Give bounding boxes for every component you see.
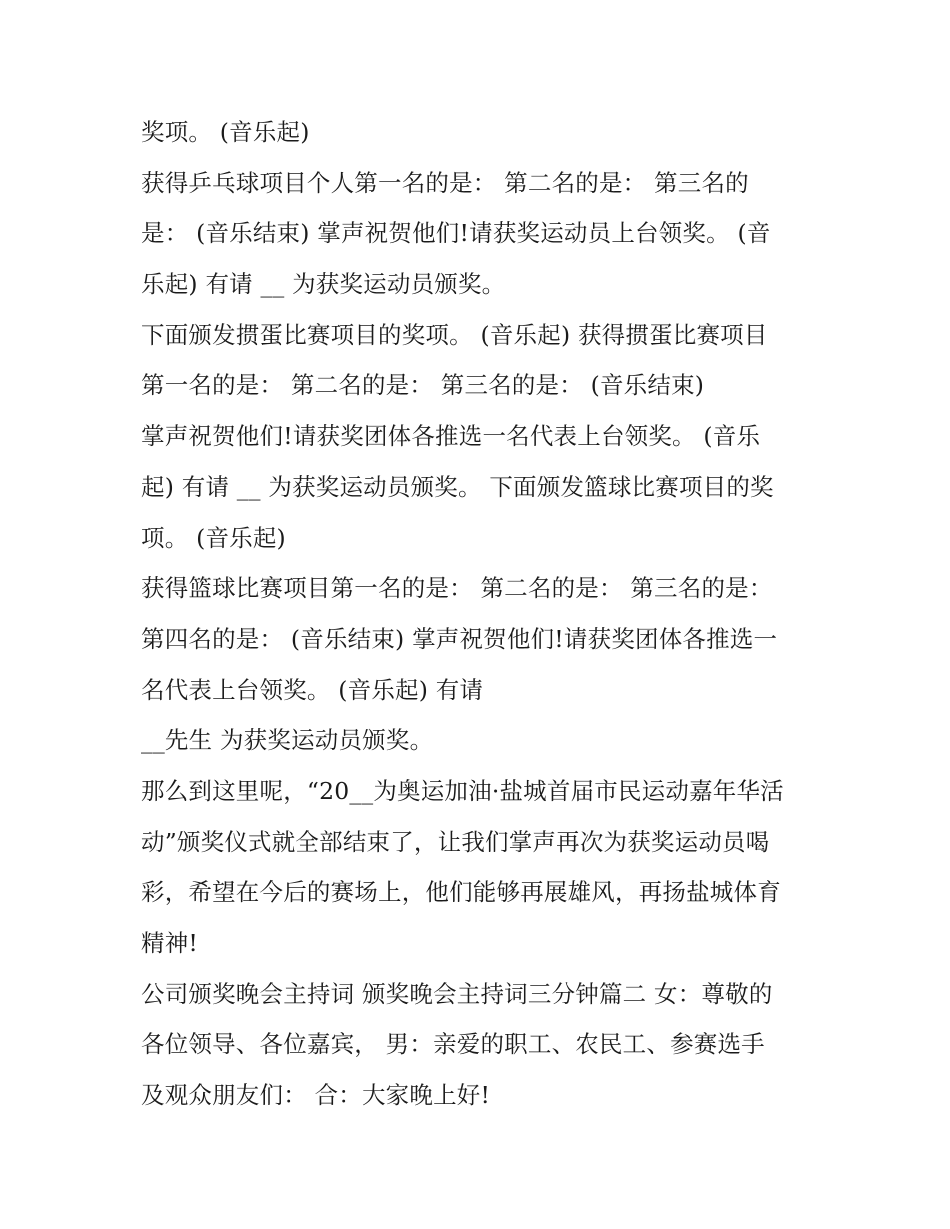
text-line: 项。 (音乐起) [141, 523, 286, 552]
text-line: 获得乒乓球项目个人第一名的是： 第二名的是： 第三名的 [141, 168, 749, 197]
text-line: 获得篮球比赛项目第一名的是： 第二名的是： 第三名的是： [141, 574, 773, 603]
text-line: 精神! [141, 929, 199, 957]
text-line: 那么到这里呢，“20__为奥运加油·盐城首届市民运动嘉年华活 [141, 776, 784, 805]
text-line: 奖项。 (音乐起) [141, 118, 310, 146]
text-line: 下面颁发掼蛋比赛项目的奖项。 (音乐起) 获得掼蛋比赛项目 [141, 320, 768, 349]
text-line: 各位领导、各位嘉宾， 男：亲爱的职工、农民工、参赛选手 [141, 1030, 765, 1059]
text-line: 彩，希望在今后的赛场上，他们能够再展雄风，再扬盐城体育 [141, 878, 781, 907]
text-line: 公司颁奖晚会主持词 颁奖晚会主持词三分钟篇二 女：尊敬的 [141, 979, 773, 1008]
text-line: 名代表上台领奖。 (音乐起) 有请 [141, 675, 484, 704]
text-line: 掌声祝贺他们!请获奖团体各推选一名代表上台领奖。 (音乐 [141, 422, 761, 451]
text-line: 动”颁奖仪式就全部结束了，让我们掌声再次为获奖运动员喝 [141, 827, 770, 856]
text-line: 乐起) 有请 __ 为获奖运动员颁奖。 [141, 270, 506, 299]
text-line: 起) 有请 __ 为获奖运动员颁奖。 下面颁发篮球比赛项目的奖 [141, 472, 774, 501]
text-line: 及观众朋友们： 合：大家晚上好! [141, 1081, 491, 1110]
text-line: 第四名的是： (音乐结束) 掌声祝贺他们!请获奖团体各推选一 [141, 624, 778, 653]
text-line: __先生 为获奖运动员颁奖。 [141, 726, 434, 755]
text-line: 第一名的是： 第二名的是： 第三名的是： (音乐结束) [141, 371, 705, 400]
document-body [141, 107, 821, 1121]
text-line: 是： (音乐结束) 掌声祝贺他们!请获奖运动员上台领奖。 (音 [141, 219, 771, 248]
